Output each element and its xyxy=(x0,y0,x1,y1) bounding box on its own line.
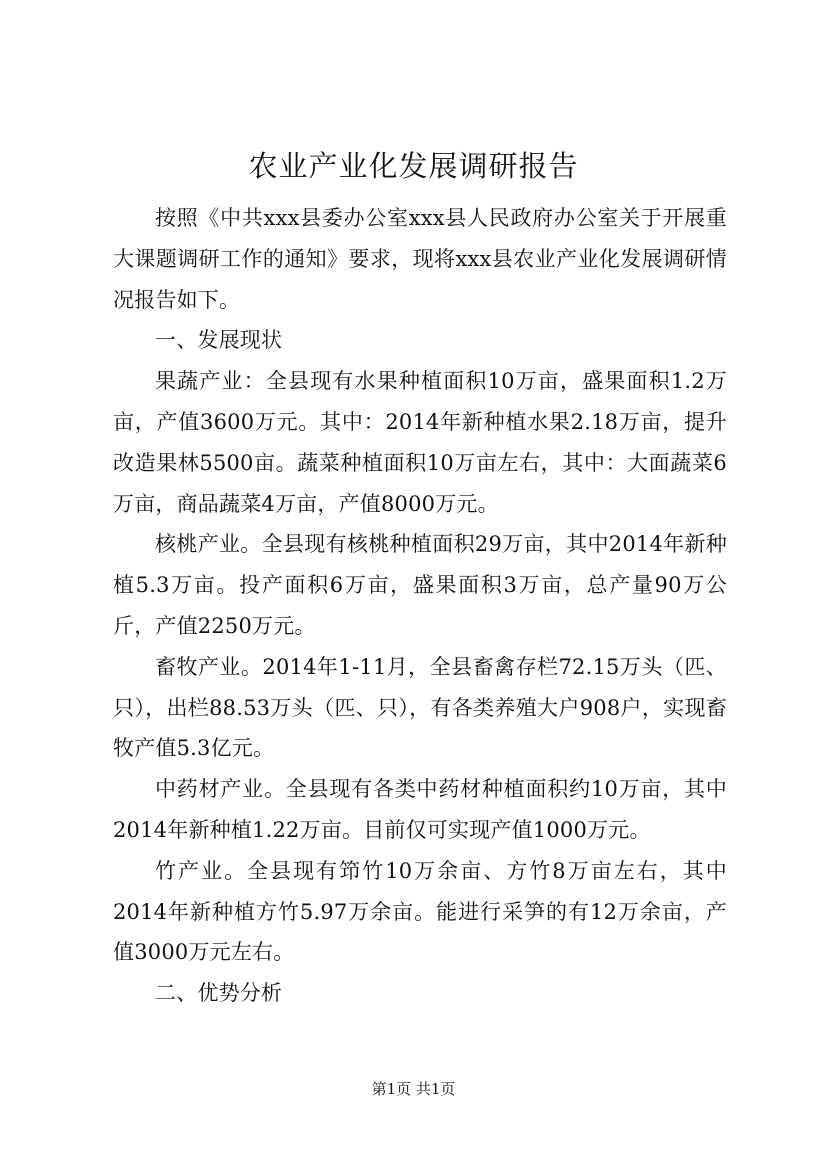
document-title: 农业产业化发展调研报告 xyxy=(248,149,579,183)
walnut-paragraph: 核桃产业。全县现有核桃种植面积29万亩，其中2014年新种植5.3万亩。投产面积6万亩，盛果面积3万亩，总产量90万公斤，产值2250万元。 xyxy=(113,532,727,638)
section-heading-advantages: 二、优势分析 xyxy=(155,981,283,1006)
herbal-medicine-paragraph: 中药材产业。全县现有各类中药材种植面积约10万亩，其中2014年新种植1.22万亩。目前仅可实现产值1000万元。 xyxy=(113,777,727,842)
document-body xyxy=(113,198,727,1014)
fruit-vegetable-paragraph: 果蔬产业：全县现有水果种植面积10万亩，盛果面积1.2万亩，产值3600万元。其中：2014年新种植水果2.18万亩，提升改造果林5500亩。蔬菜种植面积10万亩左右，其中：大面蔬菜6万亩，商品蔬菜4万亩，产值8000万元。 xyxy=(113,369,727,516)
section-heading-status: 一、发展现状 xyxy=(155,328,283,353)
page-number-footer: 第1页 共1页 xyxy=(371,1080,456,1098)
intro-paragraph: 按照《中共xxx县委办公室xxx县人民政府办公室关于开展重大课题调研工作的通知》要求，现将xxx县农业产业化发展调研情况报告如下。 xyxy=(113,206,727,312)
livestock-paragraph: 畜牧产业。2014年1-11月，全县畜禽存栏72.15万头（匹、只），出栏88.53万头（匹、只），有各类养殖大户908户，实现畜牧产值5.3亿元。 xyxy=(113,654,727,761)
bamboo-paragraph: 竹产业。全县现有笻竹10万余亩、方竹8万亩左右，其中2014年新种植方竹5.97万余亩。能进行采笋的有12万余亩，产值3000万元左右。 xyxy=(113,858,727,965)
